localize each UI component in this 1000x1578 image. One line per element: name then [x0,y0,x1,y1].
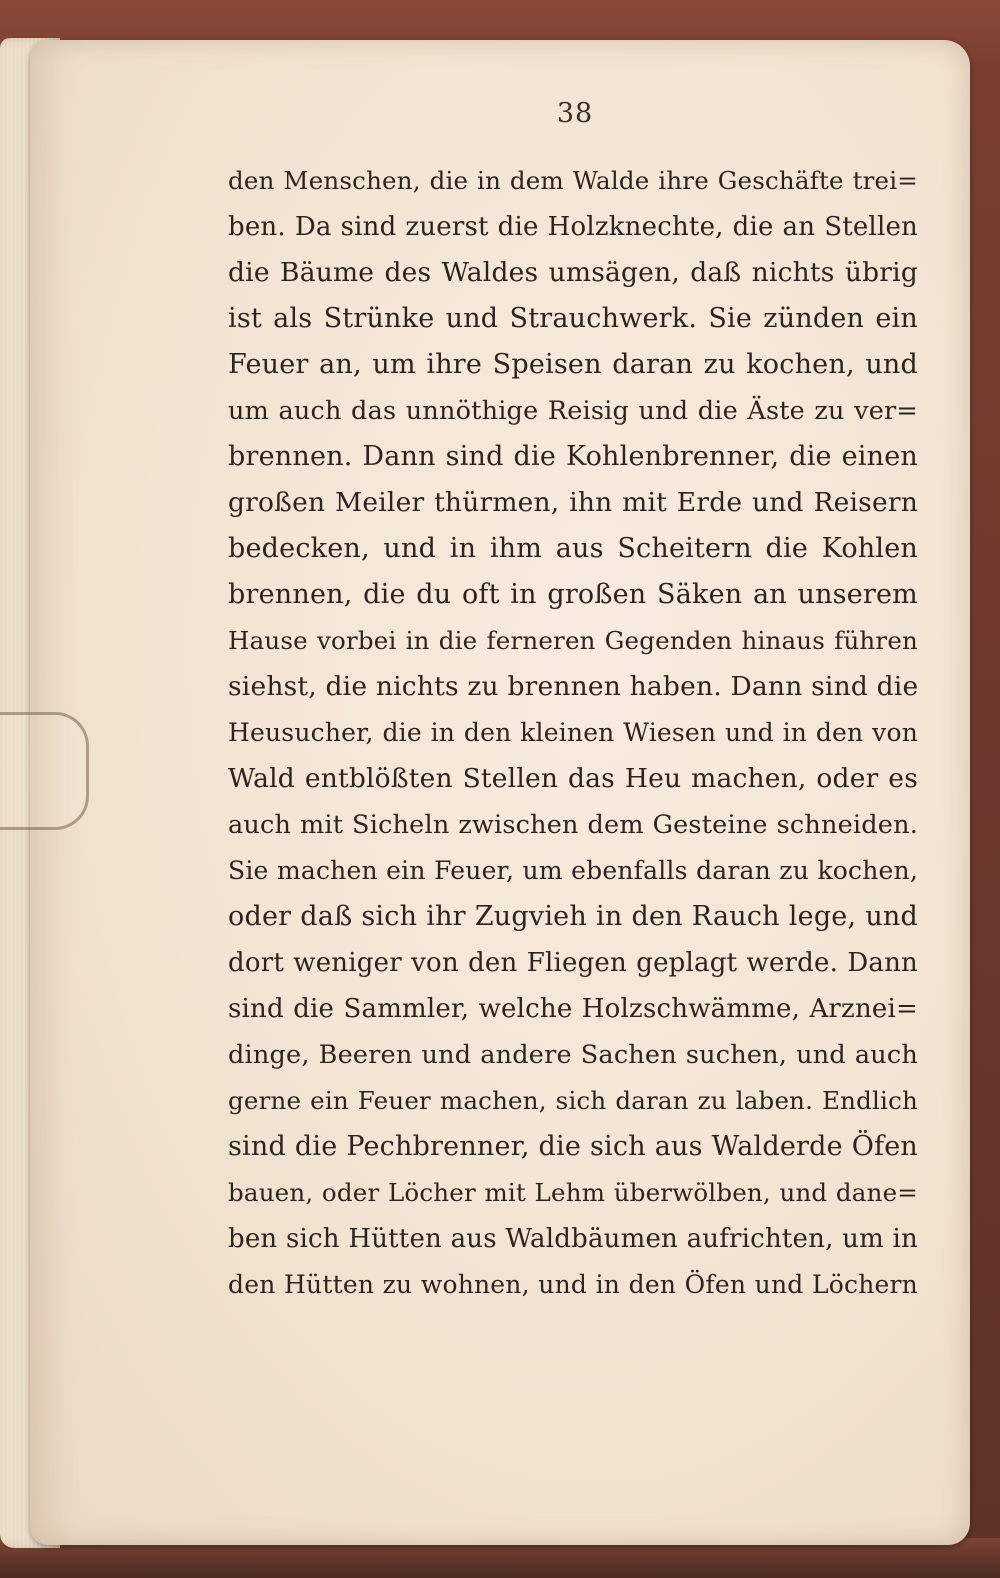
bookmark-clip [0,712,89,830]
text-line: brennen, die du oft in großen Säken an unserem [228,579,918,610]
text-line: brennen. Dann sind die Kohlenbrenner, die einen [228,441,918,472]
text-line: den Hütten zu wohnen, und in den Öfen und Löchern [228,1270,918,1299]
text-line: sind die Sammler, welche Holzschwämme, Arznei= [228,994,918,1024]
text-line: oder daß sich ihr Zugvieh in den Rauch lege, und [228,901,918,932]
text-line: ben sich Hütten aus Waldbäumen aufrichten, um in [228,1224,918,1254]
text-line: bauen, oder Löcher mit Lehm überwölben, und dane= [228,1178,918,1207]
page-number: 38 [556,98,594,129]
text-line: bedecken, und in ihm aus Scheitern die Kohlen [228,533,918,564]
text-line: Sie machen ein Feuer, um ebenfalls daran zu kochen, [228,856,918,885]
text-line: gerne ein Feuer machen, sich daran zu laben. Endlich [228,1086,918,1115]
text-line: sind die Pechbrenner, die sich aus Walderde Öfen [228,1131,918,1162]
text-line: die Bäume des Waldes umsägen, daß nichts übrig [228,257,918,288]
text-line: um auch das unnöthige Reisig und die Äste zu ver= [228,396,918,426]
text-line: Hause vorbei in die ferneren Gegenden hinaus führen [228,626,918,655]
text-line: ist als Strünke und Strauchwerk. Sie zünden ein [228,303,918,334]
text-line: ben. Da sind zuerst die Holzknechte, die an Stellen [228,212,918,242]
text-line: großen Meiler thürmen, ihn mit Erde und Reisern [228,487,918,518]
text-line: auch mit Sicheln zwischen dem Gesteine schneiden. [228,810,918,840]
text-line: siehst, die nichts zu brennen haben. Dann sind die [228,671,919,702]
text-line: dinge, Beeren und andere Sachen suchen, und auch [228,1040,918,1070]
text-line: Feuer an, um ihre Speisen daran zu kochen, und [228,349,918,380]
text-line: dort weniger von den Fliegen geplagt werde. Dann [228,948,918,978]
text-line: den Menschen, die in dem Walde ihre Geschäfte trei= [228,166,918,195]
page-text [228,158,918,1308]
text-line: Heusucher, die in den kleinen Wiesen und in den von [228,718,918,747]
text-line: Wald entblößten Stellen das Heu machen, oder es [228,763,918,794]
